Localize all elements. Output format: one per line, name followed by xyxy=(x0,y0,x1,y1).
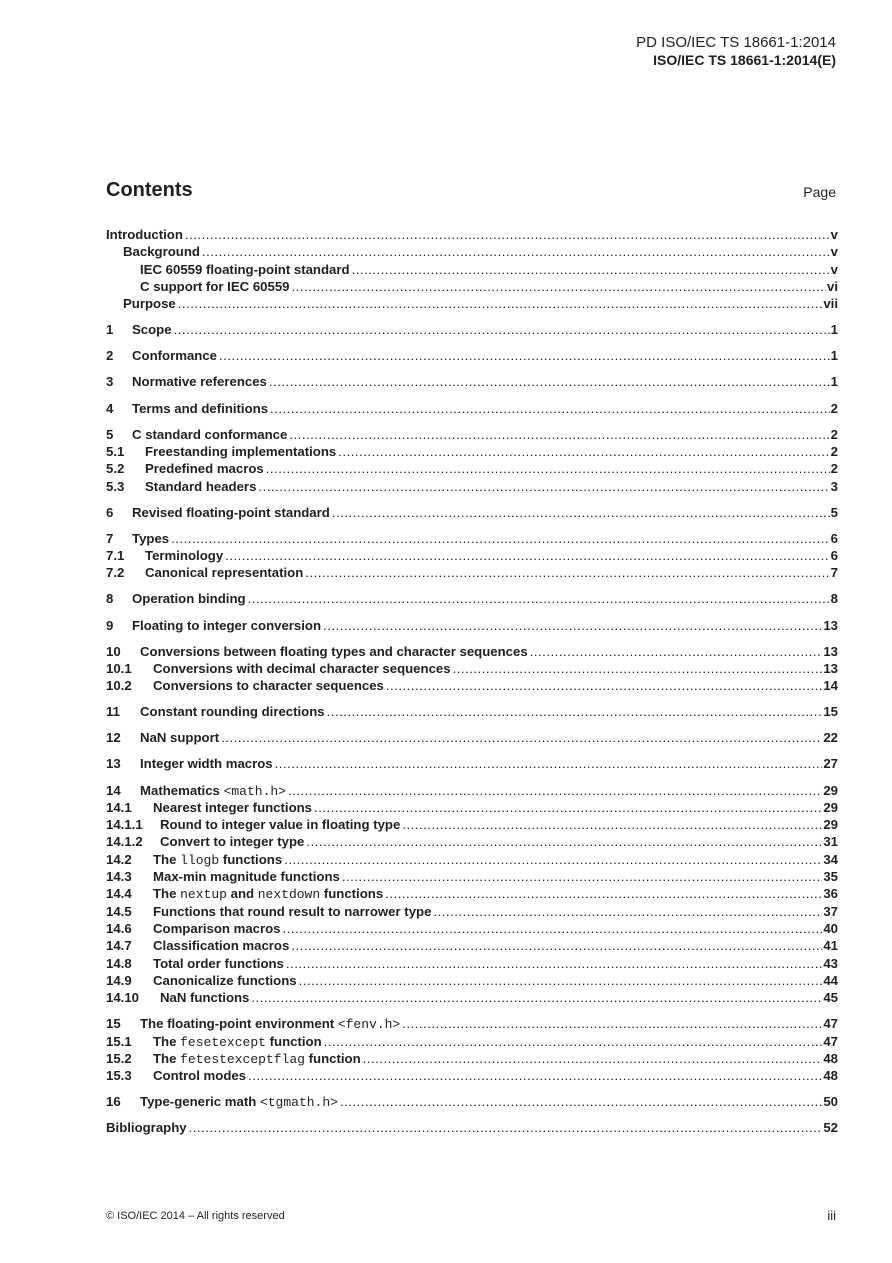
toc-entry-14-1-1[interactable] xyxy=(106,816,838,833)
toc-leader-dots xyxy=(352,261,830,278)
toc-leader-dots xyxy=(402,816,822,833)
toc-page-number: 31 xyxy=(823,834,838,850)
toc-entry-c-support[interactable] xyxy=(106,278,838,295)
toc-leader-dots xyxy=(189,1119,823,1136)
toc-entry-number: 5.1 xyxy=(106,443,125,459)
toc-entry-label: Purpose xyxy=(123,296,176,312)
toc-entry-label: Terms and definitions xyxy=(132,400,269,416)
toc-leader-dots xyxy=(283,920,823,937)
toc-entry-5-1[interactable] xyxy=(106,443,838,460)
toc-entry-label: Background xyxy=(123,244,200,260)
toc-page-number: 43 xyxy=(823,955,838,971)
toc-entry-label: C support for IEC 60559 xyxy=(140,278,290,294)
toc-entry-7-2[interactable] xyxy=(106,564,838,581)
toc-entry-label: NaN functions xyxy=(160,990,250,1006)
toc-entry-14-2[interactable] xyxy=(106,851,838,868)
toc-entry-number: 7.2 xyxy=(106,565,125,581)
toc-leader-dots xyxy=(248,590,830,607)
toc-entry-10-1[interactable] xyxy=(106,660,838,677)
toc-entry-label: Conversions to character sequences xyxy=(153,678,384,694)
toc-entry-label xyxy=(153,885,385,903)
toc-page-number: 2 xyxy=(830,400,838,416)
toc-entry-2[interactable] xyxy=(106,347,838,364)
toc-leader-dots xyxy=(292,278,827,295)
toc-page-number: 2 xyxy=(830,426,838,442)
toc-entry-number: 8 xyxy=(106,591,114,607)
toc-leader-dots xyxy=(251,989,822,1006)
toc-leader-dots xyxy=(323,617,822,634)
toc-leader-dots xyxy=(363,1050,823,1067)
toc-entry-number: 14.4 xyxy=(106,886,132,902)
toc-entry-15-2[interactable] xyxy=(106,1050,838,1067)
toc-page-number: v xyxy=(830,261,838,277)
toc-entry-text: The xyxy=(153,886,177,902)
toc-entry-label xyxy=(140,1015,402,1033)
toc-entry-8[interactable] xyxy=(106,590,838,607)
toc-entry-14-1[interactable] xyxy=(106,799,838,816)
toc-entry-number: 14.7 xyxy=(106,938,132,954)
header-document-id: PD ISO/IEC TS 18661-1:2014 xyxy=(636,34,836,51)
toc-entry-number: 14.8 xyxy=(106,955,132,971)
toc-page-number: 45 xyxy=(823,990,838,1006)
toc-page-number: 34 xyxy=(823,851,838,867)
toc-entry-14-6[interactable] xyxy=(106,920,838,937)
toc-page-number: 29 xyxy=(823,817,838,833)
toc-entry-15-3[interactable] xyxy=(106,1067,838,1084)
toc-page-number: 8 xyxy=(830,591,838,607)
toc-entry-label: Canonicalize functions xyxy=(153,972,297,988)
toc-entry-number: 3 xyxy=(106,374,114,390)
toc-entry-label: Conversions with decimal character sequences xyxy=(153,660,451,676)
toc-entry-number: 15 xyxy=(106,1016,121,1032)
toc-entry-14-7[interactable] xyxy=(106,937,838,954)
toc-entry-number: 14.9 xyxy=(106,972,132,988)
table-of-contents xyxy=(106,226,838,1137)
toc-entry-14-5[interactable] xyxy=(106,903,838,920)
toc-page-number: 27 xyxy=(823,756,838,772)
toc-entry-number: 10.2 xyxy=(106,678,132,694)
toc-page-number: 1 xyxy=(830,322,838,338)
toc-entry-text: Mathematics xyxy=(140,782,220,798)
toc-entry-text: functions xyxy=(323,886,384,902)
toc-entry-code: fesetexcept xyxy=(180,1034,266,1050)
toc-entry-number: 12 xyxy=(106,730,121,746)
toc-leader-dots xyxy=(171,530,830,547)
toc-entry-label: Canonical representation xyxy=(145,565,304,581)
toc-page-number: 40 xyxy=(823,920,838,936)
toc-entry-label: Functions that round result to narrower type xyxy=(153,903,432,919)
toc-entry-14-1-2[interactable] xyxy=(106,833,838,850)
toc-entry-number: 14.5 xyxy=(106,903,132,919)
toc-page-number: 41 xyxy=(823,938,838,954)
toc-leader-dots xyxy=(284,851,822,868)
toc-entry-code: llogb xyxy=(180,852,220,868)
toc-entry-introduction[interactable] xyxy=(106,226,838,243)
toc-entry-7-1[interactable] xyxy=(106,547,838,564)
toc-leader-dots xyxy=(306,833,822,850)
toc-leader-dots xyxy=(433,903,822,920)
toc-leader-dots xyxy=(266,460,830,477)
toc-page-number: 2 xyxy=(830,443,838,459)
toc-entry-number: 5 xyxy=(106,426,114,442)
toc-page-number: vi xyxy=(827,278,838,294)
toc-leader-dots xyxy=(453,660,823,677)
toc-leader-dots xyxy=(202,243,830,260)
toc-entry-label: Max-min magnitude functions xyxy=(153,869,340,885)
toc-page-number: 6 xyxy=(830,548,838,564)
toc-leader-dots xyxy=(385,885,822,902)
toc-entry-14-4[interactable] xyxy=(106,885,838,902)
toc-entry-text: function xyxy=(308,1050,361,1066)
toc-entry-number: 2 xyxy=(106,348,114,364)
toc-entry-number: 14.2 xyxy=(106,851,132,867)
page-title: Contents xyxy=(106,179,193,201)
toc-entry-number: 14.1 xyxy=(106,799,132,815)
toc-entry-label: Scope xyxy=(132,322,172,338)
toc-entry-text: function xyxy=(269,1033,322,1049)
toc-entry-code: nextup xyxy=(180,887,227,903)
toc-entry-background[interactable] xyxy=(106,243,838,260)
toc-leader-dots xyxy=(402,1015,822,1032)
toc-page-number: 48 xyxy=(823,1050,838,1066)
toc-entry-iec-60559-standard[interactable] xyxy=(106,261,838,278)
toc-leader-dots xyxy=(289,426,829,443)
toc-entry-label: Terminology xyxy=(145,548,224,564)
toc-entry-label: Standard headers xyxy=(145,478,257,494)
toc-entry-text: The floating-point environment xyxy=(140,1016,335,1032)
toc-entry-4[interactable] xyxy=(106,400,838,417)
toc-entry-16[interactable] xyxy=(106,1093,838,1110)
toc-leader-dots xyxy=(324,1033,823,1050)
toc-entry-code: nextdown xyxy=(257,887,321,903)
toc-entry-text: The xyxy=(153,1050,177,1066)
toc-page-number: 44 xyxy=(823,972,838,988)
toc-entry-text: and xyxy=(230,886,255,902)
toc-entry-14-8[interactable] xyxy=(106,955,838,972)
toc-leader-dots xyxy=(288,782,822,799)
toc-entry-number: 15.1 xyxy=(106,1033,132,1049)
toc-entry-5[interactable] xyxy=(106,426,838,443)
toc-entry-number: 13 xyxy=(106,756,121,772)
toc-entry-9[interactable] xyxy=(106,617,838,634)
toc-entry-label: C standard conformance xyxy=(132,426,288,442)
toc-page-number: 48 xyxy=(823,1068,838,1084)
toc-entry-label: Floating to integer conversion xyxy=(132,617,322,633)
toc-leader-dots xyxy=(386,677,822,694)
toc-entry-number: 14.1.2 xyxy=(106,834,143,850)
toc-entry-label xyxy=(153,851,284,869)
toc-entry-label: Round to integer value in floating type xyxy=(160,817,401,833)
toc-entry-text: The xyxy=(153,851,177,867)
toc-page-number: 29 xyxy=(823,782,838,798)
toc-entry-code: <tgmath.h> xyxy=(259,1095,338,1111)
toc-entry-12[interactable] xyxy=(106,729,838,746)
toc-entry-label: Introduction xyxy=(106,227,183,242)
toc-page-number: 35 xyxy=(823,869,838,885)
toc-entry-number: 4 xyxy=(106,400,114,416)
toc-page-number: 52 xyxy=(823,1120,838,1136)
toc-entry-label: Revised floating-point standard xyxy=(132,504,330,520)
toc-leader-dots xyxy=(299,972,823,989)
toc-entry-label: Predefined macros xyxy=(145,461,264,477)
toc-page-number: 3 xyxy=(830,478,838,494)
toc-entry-11[interactable] xyxy=(106,703,838,720)
toc-entry-number: 5.2 xyxy=(106,461,125,477)
toc-entry-3[interactable] xyxy=(106,373,838,390)
toc-leader-dots xyxy=(286,955,822,972)
toc-entry-label xyxy=(153,1033,324,1051)
toc-page-number: 37 xyxy=(823,903,838,919)
toc-page-number: 1 xyxy=(830,374,838,390)
toc-leader-dots xyxy=(314,799,822,816)
toc-page-number: 1 xyxy=(830,348,838,364)
toc-entry-label: Conformance xyxy=(132,348,217,364)
toc-page-number: 5 xyxy=(830,504,838,520)
toc-leader-dots xyxy=(174,321,830,338)
toc-entry-number: 6 xyxy=(106,504,114,520)
toc-entry-14-3[interactable] xyxy=(106,868,838,885)
toc-entry-number: 1 xyxy=(106,322,114,338)
toc-leader-dots xyxy=(291,937,822,954)
toc-leader-dots xyxy=(340,1093,822,1110)
toc-page-number: 7 xyxy=(830,565,838,581)
toc-leader-dots xyxy=(342,868,823,885)
toc-entry-label: Control modes xyxy=(153,1068,247,1084)
toc-page-number: 36 xyxy=(823,886,838,902)
toc-page-number: v xyxy=(830,244,838,260)
toc-entry-label: Freestanding implementations xyxy=(145,443,337,459)
toc-entry-6[interactable] xyxy=(106,504,838,521)
toc-page-number: 14 xyxy=(823,678,838,694)
toc-entry-label: Constant rounding directions xyxy=(140,704,325,720)
toc-entry-label: IEC 60559 floating-point standard xyxy=(140,261,350,277)
toc-entry-5-3[interactable] xyxy=(106,478,838,495)
toc-entry-purpose[interactable] xyxy=(106,295,838,312)
toc-entry-number: 14.1.1 xyxy=(106,817,143,833)
toc-page-number: 6 xyxy=(830,530,838,546)
toc-entry-7[interactable] xyxy=(106,530,838,547)
toc-page-number: 15 xyxy=(823,704,838,720)
toc-leader-dots xyxy=(270,400,830,417)
toc-entry-number: 10.1 xyxy=(106,660,132,676)
toc-entry-label: Convert to integer type xyxy=(160,834,305,850)
toc-page-number: 2 xyxy=(830,461,838,477)
toc-entry-number: 15.2 xyxy=(106,1050,132,1066)
toc-entry-10-2[interactable] xyxy=(106,677,838,694)
toc-entry-number: 9 xyxy=(106,617,114,633)
toc-entry-code: <fenv.h> xyxy=(337,1017,401,1033)
toc-entry-label: Comparison macros xyxy=(153,920,281,936)
toc-entry-14[interactable] xyxy=(106,782,838,799)
toc-entry-code: fetestexceptflag xyxy=(180,1051,305,1067)
toc-entry-label xyxy=(140,782,288,800)
toc-page-number: 47 xyxy=(823,1016,838,1032)
toc-leader-dots xyxy=(225,547,830,564)
toc-entry-number: 16 xyxy=(106,1094,121,1110)
toc-page-number: 22 xyxy=(823,730,838,746)
toc-leader-dots xyxy=(221,729,822,746)
toc-entry-label: Normative references xyxy=(132,374,267,390)
toc-entry-number: 7 xyxy=(106,530,114,546)
toc-entry-label: Nearest integer functions xyxy=(153,799,313,815)
toc-page-number: 13 xyxy=(823,660,838,676)
toc-entry-14-10[interactable] xyxy=(106,989,838,1006)
toc-leader-dots xyxy=(275,755,823,772)
toc-page-number: 13 xyxy=(823,643,838,659)
toc-entry-number: 14.10 xyxy=(106,990,140,1006)
header-document-id-english: ISO/IEC TS 18661-1:2014(E) xyxy=(653,52,836,68)
toc-entry-text: functions xyxy=(222,851,283,867)
toc-entry-text: Type-generic math xyxy=(140,1094,257,1110)
toc-leader-dots xyxy=(219,347,830,364)
toc-entry-number: 7.1 xyxy=(106,548,125,564)
toc-leader-dots xyxy=(327,703,823,720)
toc-leader-dots xyxy=(248,1067,822,1084)
toc-page-number: 13 xyxy=(823,617,838,633)
toc-leader-dots xyxy=(178,295,823,312)
toc-entry-bibliography[interactable] xyxy=(106,1119,838,1136)
toc-entry-15-1[interactable] xyxy=(106,1033,838,1050)
toc-page-number: 50 xyxy=(823,1094,838,1110)
toc-leader-dots xyxy=(530,643,823,660)
toc-entry-label: Classification macros xyxy=(153,938,290,954)
toc-leader-dots xyxy=(269,373,830,390)
toc-page-number: vii xyxy=(823,296,838,312)
toc-entry-10[interactable] xyxy=(106,643,838,660)
toc-entry-number: 5.3 xyxy=(106,478,125,494)
toc-entry-label: Integer width macros xyxy=(140,756,273,772)
toc-entry-number: 14.3 xyxy=(106,869,132,885)
toc-page-number: 47 xyxy=(823,1033,838,1049)
toc-entry-label: Total order functions xyxy=(153,955,284,971)
toc-leader-dots xyxy=(305,564,829,581)
footer-page-number: iii xyxy=(827,1208,836,1223)
toc-page-number: v xyxy=(830,227,838,242)
toc-leader-dots xyxy=(338,443,829,460)
toc-entry-number: 15.3 xyxy=(106,1068,132,1084)
footer-copyright: © ISO/IEC 2014 – All rights reserved xyxy=(106,1210,285,1222)
toc-entry-label: Operation binding xyxy=(132,591,246,607)
toc-entry-code: <math.h> xyxy=(223,783,286,799)
toc-entry-number: 10 xyxy=(106,643,121,659)
toc-entry-label: Bibliography xyxy=(106,1120,187,1136)
toc-entry-number: 14 xyxy=(106,782,121,798)
toc-entry-13[interactable] xyxy=(106,755,838,772)
toc-entry-label: NaN support xyxy=(140,730,220,746)
toc-leader-dots xyxy=(185,226,830,243)
toc-page-number: 29 xyxy=(823,799,838,815)
toc-entry-number: 11 xyxy=(106,704,120,720)
page-column-label: Page xyxy=(803,184,836,200)
toc-leader-dots xyxy=(332,504,830,521)
toc-entry-1[interactable] xyxy=(106,321,838,338)
toc-entry-15[interactable] xyxy=(106,1015,838,1032)
toc-entry-label xyxy=(153,1050,363,1068)
toc-entry-number: 14.6 xyxy=(106,920,132,936)
toc-entry-text: The xyxy=(153,1033,177,1049)
toc-entry-5-2[interactable] xyxy=(106,460,838,477)
toc-entry-label: Conversions between floating types and character sequences xyxy=(140,643,528,659)
toc-leader-dots xyxy=(258,478,829,495)
toc-entry-label: Types xyxy=(132,530,170,546)
toc-entry-14-9[interactable] xyxy=(106,972,838,989)
toc-entry-label xyxy=(140,1093,340,1111)
